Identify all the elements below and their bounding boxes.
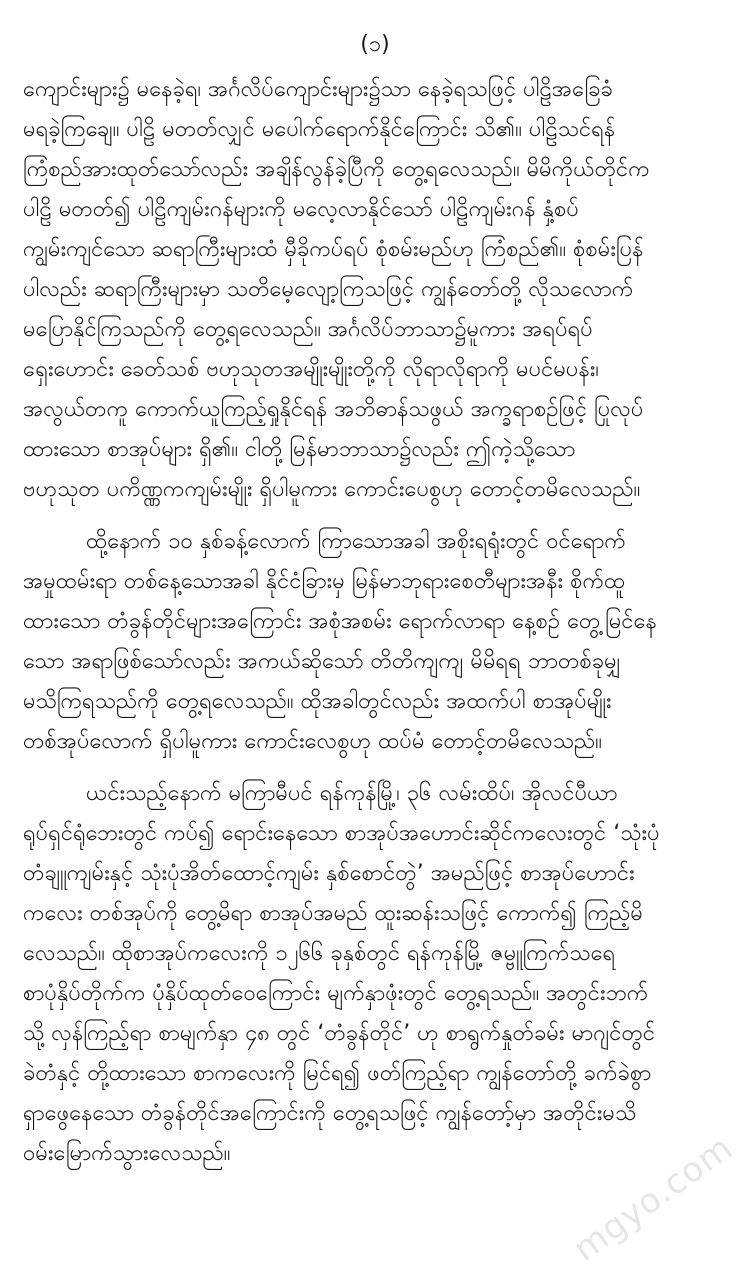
text-line: အလွယ်တကူ ကောက်ယူကြည့်ရှုနိုင်ရန် အဘိဓာန်သဖွယ် အက္ခရာစဉ်ဖြင့် ပြုလုပ် [23, 397, 644, 422]
text-line: ဝမ်းမြောက်သွားလေသည်။ [23, 1141, 231, 1166]
text-line: တစ်အုပ်လောက် ရှိပါမူကား ကောင်းလေစွဟု ထပ်မံ တောင့်တမိလေသည်။ [23, 729, 602, 754]
text-line: ကလေး တစ်အုပ်ကို တွေ့မိရာ စာအုပ်အမည် ထူးဆန်းသဖြင့် ကောက်၍ ကြည့်မိ [23, 901, 643, 926]
text-line: လေသည်။ ထိုစာအုပ်ကလေးကို ၁၂၆၆ ခုနှစ်တွင် ရန်ကုန်မြို့ ဇမ္ဗူကြက်သရေ [23, 941, 616, 966]
text-line: မရခဲ့ကြချေ။ ပါဠိ မတတ်လျှင် မပေါက်ရောက်နိုင်ကြောင်း သိ၏။ ပါဠိသင်ရန် [23, 117, 616, 142]
text-line: ထားသော စာအုပ်များ ရှိ၏။ ငါတို့ မြန်မာဘာသာ၌လည်း ဤကဲ့သို့သော [23, 437, 576, 462]
text-line: ရှာဖွေနေသော တံခွန်တိုင်အကြောင်းကို တွေ့ရသဖြင့် ကျွန်တော့်မှာ အတိုင်းမသိ [23, 1101, 637, 1126]
text-line: စာပုံနှိပ်တိုက်က ပုံနှိပ်ထုတ်ဝေကြောင်း မျက်နှာဖုံးတွင် တွေ့ရသည်။ အတွင်းဘက် [23, 981, 649, 1006]
text-line: တံချူကျမ်းနှင့် သုံးပုံအိတ်ထောင့်ကျမ်း နှစ်စောင်တွဲ’ အမည်ဖြင့် စာအုပ်ဟောင်း [23, 861, 635, 886]
text-line: ပါလည်း ဆရာကြီးများမှာ သတိမေ့လျော့ကြသဖြင့် ကျွန်တော်တို့ လိုသလောက် [23, 277, 634, 302]
text-line: ခဲတံနှင့် တို့ထားသော စာကလေးကို မြင်ရ၍ ဖတ်ကြည့်ရာ ကျွန်တော်တို့ ခက်ခဲစွာ [23, 1061, 652, 1086]
text-line-paragraph-start: ထို့နောက် ၁၀ နှစ်ခန့်လောက် ကြာသောအခါ အစိုးရရုံးတွင် ဝင်ရောက် [86, 529, 626, 554]
text-line: ရှေးဟောင်း ခေတ်သစ် ဗဟုသုတအမျိုးမျိုးတို့ကို လိုရာလိုရာကို မပင်မပန်း၊ [23, 357, 599, 382]
text-line: ကျွမ်းကျင်သော ဆရာကြီးများထံ မှီခိုကပ်ရပ် စုံစမ်းမည်ဟု ကြံစည်၏။ စုံစမ်းပြန် [23, 237, 644, 262]
text-line: ပါဠိ မတတ်၍ ပါဠိကျမ်းဂန်များကို မလေ့လာနိုင်သော် ပါဠိကျမ်းဂန် နှံ့စပ် [23, 197, 579, 222]
text-line: အမှုထမ်းရာ တစ်နေ့သောအခါ နိုင်ငံခြားမှ မြန်မာဘုရားစေတီများအနီး စိုက်ထူ [23, 569, 626, 594]
text-line: ကျောင်းများ၌ မနေခဲ့ရ၊ အင်္ဂလိပ်ကျောင်းများ၌သာ နေခဲ့ရသဖြင့် ပါဠိအခြေခံ [23, 77, 613, 102]
text-line: ကြံစည်အားထုတ်သော်လည်း အချိန်လွန်ခဲ့ပြီကို တွေ့ရလေသည်။ မိမိကိုယ်တိုင်က [23, 157, 650, 182]
text-line: ဗဟုသုတ ပကိဏ္ဏကကျမ်းမျိုး ရှိပါမူကား ကောင်းပေစွဟု တောင့်တမိလေသည်။ [23, 477, 641, 502]
watermark: mgyo.com [565, 1127, 740, 1270]
text-line: ရုပ်ရှင်ရုံဘေးတွင် ကပ်၍ ရောင်းနေသော စာအုပ်အဟောင်းဆိုင်ကလေးတွင် ‘သုံးပုံ [23, 821, 660, 846]
text-line: သို့ လှန်ကြည့်ရာ စာမျက်နှာ ၄၈ တွင် ‘တံခွန်တိုင်’ ဟု စာရွက်နှုတ်ခမ်း မာဂျင်တွင် [23, 1021, 656, 1046]
page-number: (၁) [360, 32, 390, 57]
text-line-paragraph-start: ယင်းသည့်နောက် မကြာမီပင် ရန်ကုန်မြို့၊ ၃၆ လမ်းထိပ်၊ အိုလင်ပီယာ [86, 781, 618, 806]
text-line: မပြောနိုင်ကြသည်ကို တွေ့ရလေသည်။ အင်္ဂလိပ်ဘာသာ၌မူကား အရပ်ရပ် [23, 317, 593, 342]
text-line: မသိကြရသည်ကို တွေ့ရလေသည်။ ထိုအခါတွင်လည်း အထက်ပါ စာအုပ်မျိုး [23, 689, 612, 714]
text-line: ထားသော တံခွန်တိုင်များအကြောင်း အစုံအစမ်း ရောက်လာရာ နေ့စဉ် တွေ့မြင်နေ [23, 609, 657, 634]
text-line: သော အရာဖြစ်သော်လည်း အကယ်ဆိုသော် တိတိကျကျ မိမိရရ ဘာတစ်ခုမျှ [23, 649, 622, 674]
